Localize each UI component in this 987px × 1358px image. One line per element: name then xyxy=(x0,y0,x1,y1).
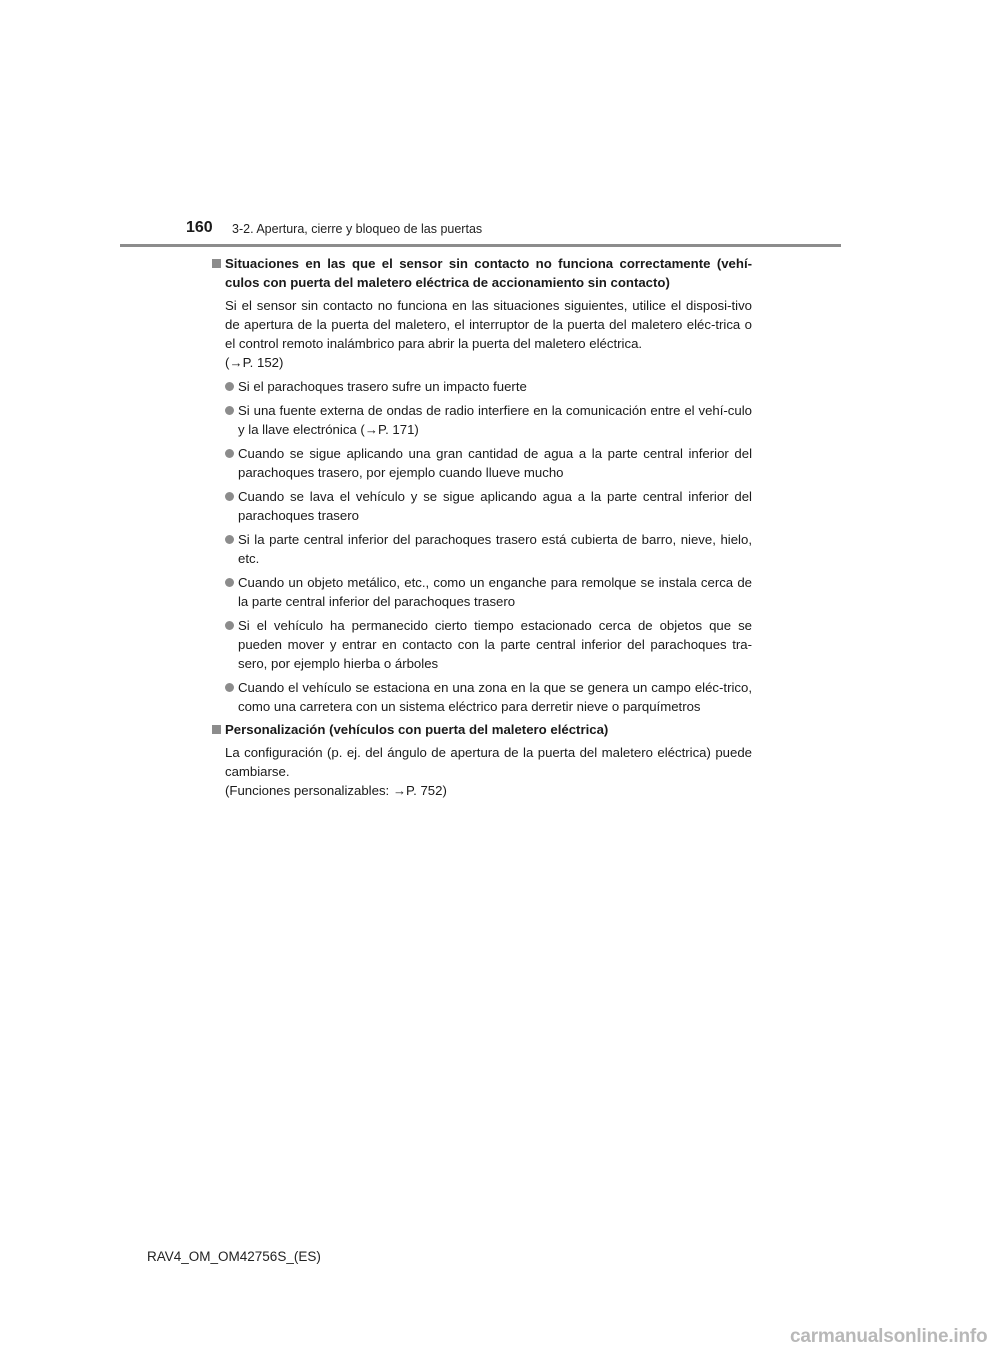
intro-page-reference: (→P. 152) xyxy=(225,355,284,370)
body-text: La configuración (p. ej. del ángulo de apertura de la puerta del maletero eléctrica) puede cambiarse. xyxy=(225,745,752,779)
list-item-text: Cuando un objeto metálico, etc., como un enganche para remolque se instala cerca de la parte central inferior del parachoques trasero xyxy=(238,575,752,609)
square-bullet-icon xyxy=(212,259,221,268)
list-item xyxy=(212,678,752,716)
section-heading-text: Personalización (vehículos con puerta del maletero eléctrica) xyxy=(225,722,609,737)
list-item xyxy=(212,573,752,611)
list-item xyxy=(212,530,752,568)
list-item-text: Si la parte central inferior del parachoques trasero está cubierta de barro, nieve, hielo, etc. xyxy=(238,532,752,566)
round-bullet-icon xyxy=(225,683,234,692)
section-body xyxy=(212,743,752,800)
list-item xyxy=(212,377,752,396)
section-heading-text: Situaciones en las que el sensor sin contacto no funciona correctamente (vehí-culos con puerta del maletero eléctrica de accionamiento sin contacto) xyxy=(225,256,752,290)
chapter-title: 3-2. Apertura, cierre y bloqueo de las puertas xyxy=(232,222,483,236)
page-number: 160 xyxy=(186,219,213,236)
list-item-text: Cuando el vehículo se estaciona en una zona en la que se genera un campo eléc-trico, como una carretera con un sistema eléctrico para derretir nieve o parquímetros xyxy=(238,680,752,714)
round-bullet-icon xyxy=(225,578,234,587)
list-item-text: Si el vehículo ha permanecido cierto tiempo estacionado cerca de objetos que se pueden mover y entrar en contacto con la parte central inferior del parachoques tra-sero, por ejemplo hierba o árboles xyxy=(238,618,752,671)
round-bullet-icon xyxy=(225,382,234,391)
list-item xyxy=(212,401,752,439)
list-item-text: Si el parachoques trasero sufre un impacto fuerte xyxy=(238,379,527,394)
round-bullet-icon xyxy=(225,449,234,458)
intro-text: Si el sensor sin contacto no funciona en las situaciones siguientes, utilice el disposi-tivo de apertura de la puerta del maletero, el interruptor de la puerta del maletero eléc-trica o el control remoto inalámbrico para abrir la puerta del maletero eléctrica. xyxy=(225,298,752,351)
list-item-text: Si una fuente externa de ondas de radio interfiere en la comunicación entre el vehí-culo y la llave electrónica (→P. 171) xyxy=(238,403,752,437)
round-bullet-icon xyxy=(225,535,234,544)
section-intro xyxy=(212,296,752,372)
page-content xyxy=(212,254,752,800)
section-heading-personalization xyxy=(212,720,752,739)
situations-list xyxy=(212,377,752,716)
document-code: RAV4_OM_OM42756S_(ES) xyxy=(147,1249,321,1264)
round-bullet-icon xyxy=(225,621,234,630)
square-bullet-icon xyxy=(212,725,221,734)
watermark-logo: carmanualsonline.info xyxy=(790,1326,987,1347)
list-item xyxy=(212,444,752,482)
list-item-text: Cuando se lava el vehículo y se sigue aplicando agua a la parte central inferior del parachoques trasero xyxy=(238,489,752,523)
header-divider xyxy=(120,244,841,247)
body-page-reference: (Funciones personalizables: →P. 752) xyxy=(225,783,447,798)
round-bullet-icon xyxy=(225,406,234,415)
list-item-text: Cuando se sigue aplicando una gran cantidad de agua a la parte central inferior del parachoques trasero, por ejemplo cuando llueve mucho xyxy=(238,446,752,480)
round-bullet-icon xyxy=(225,492,234,501)
list-item xyxy=(212,616,752,673)
list-item xyxy=(212,487,752,525)
section-heading-sensor xyxy=(212,254,752,292)
